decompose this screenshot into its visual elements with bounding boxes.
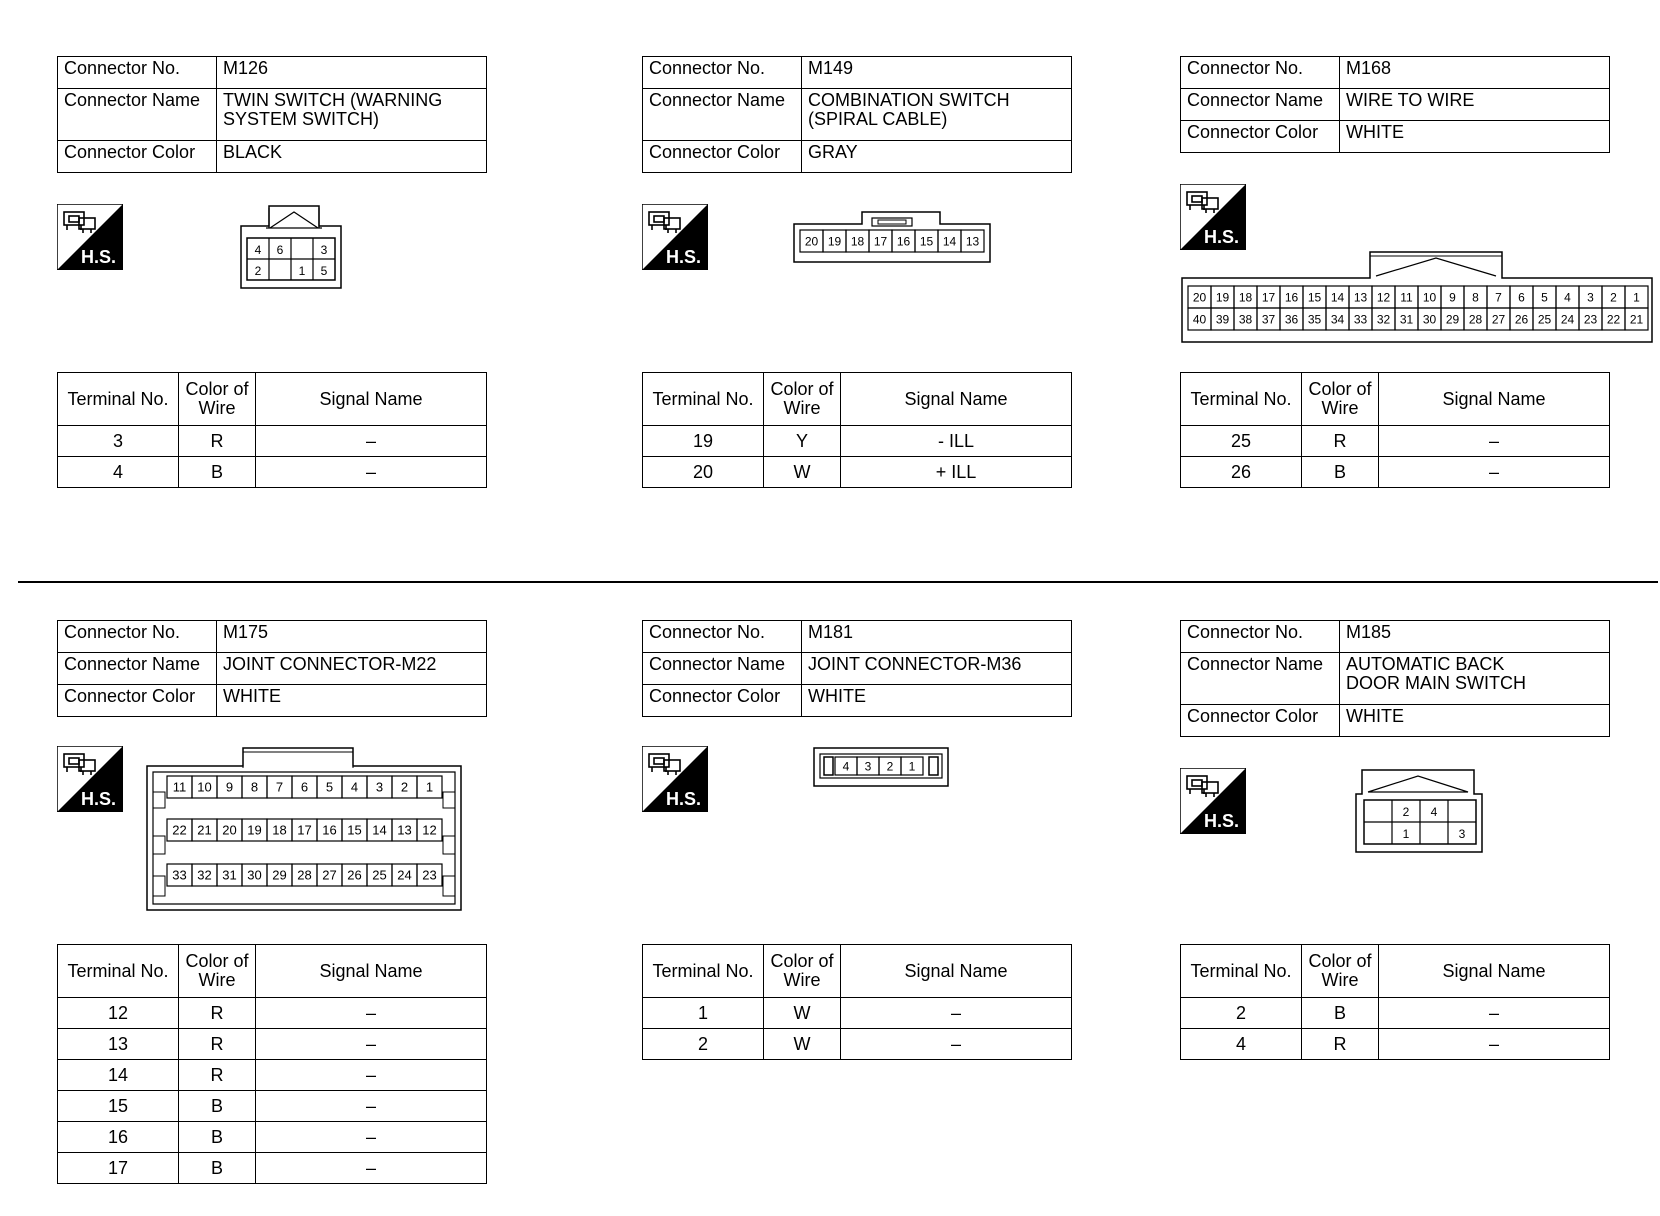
connector-info-table	[642, 620, 1072, 717]
pin-label: 12	[1376, 290, 1391, 305]
connector-no-value: M175	[217, 621, 487, 653]
connector-face-m149	[792, 204, 994, 268]
connector-no-value: M181	[802, 621, 1072, 653]
pin-label: 8	[1472, 290, 1479, 305]
pin-label: 27	[322, 867, 337, 883]
pin-label: 23	[1583, 312, 1598, 327]
svg-text:H.S.: H.S.	[1204, 227, 1240, 247]
connector-color-label: Connector Color	[643, 141, 802, 173]
connector-face-m175	[145, 746, 471, 912]
pin-label: 29	[1445, 312, 1460, 327]
pin-label: 13	[965, 234, 980, 249]
section-divider	[18, 581, 1658, 583]
connector-info-table	[642, 56, 1072, 173]
signal-name-header: Signal Name	[1379, 373, 1610, 426]
connector-face-m168	[1180, 250, 1656, 346]
pin-label: 4	[254, 243, 262, 257]
pin-label: 36	[1284, 312, 1299, 327]
pin-label: 24	[397, 867, 412, 883]
pin-label: 31	[222, 867, 237, 883]
pin-label: 33	[172, 867, 187, 883]
terminal-no-header: Terminal No.	[1181, 945, 1302, 998]
connector-color-value: WHITE	[802, 685, 1072, 717]
pin-label: 2	[1610, 290, 1617, 305]
table-row: 1 W –	[643, 998, 1072, 1029]
pin-label: 39	[1215, 312, 1230, 327]
connector-face-m126	[239, 204, 349, 292]
table-row: 4 B –	[58, 457, 487, 488]
pin-label: 3	[320, 243, 328, 257]
connector-face-m181	[812, 746, 952, 788]
pin-label: 21	[197, 822, 212, 838]
table-row: 2 B –	[1181, 998, 1610, 1029]
connector-color-label: Connector Color	[643, 685, 802, 717]
connector-info-table	[57, 620, 487, 717]
connector-no-label: Connector No.	[643, 57, 802, 89]
pin-label: 5	[320, 264, 328, 278]
pin-label: 30	[247, 867, 262, 883]
connector-info-table	[1180, 620, 1610, 737]
pin-label: 6	[1518, 290, 1525, 305]
connector-no-label: Connector No.	[1181, 621, 1340, 653]
pin-label: 6	[276, 243, 284, 257]
terminal-no-header: Terminal No.	[643, 945, 764, 998]
pin-label: 28	[297, 867, 312, 883]
table-row: 3 R –	[58, 426, 487, 457]
connector-face-m185	[1354, 768, 1486, 854]
svg-text:H.S.: H.S.	[81, 789, 117, 809]
pin-label: 16	[896, 234, 911, 249]
pin-label: 20	[1192, 290, 1207, 305]
terminal-no-header: Terminal No.	[58, 373, 179, 426]
table-row: 13 R –	[58, 1029, 487, 1060]
pin-label: 7	[1495, 290, 1502, 305]
connector-info-table	[57, 56, 487, 173]
pin-label: 35	[1307, 312, 1322, 327]
pin-label: 4	[1564, 290, 1571, 305]
connector-color-value: WHITE	[1340, 121, 1610, 153]
pin-label: 1	[298, 264, 306, 278]
connector-color-value: GRAY	[802, 141, 1072, 173]
pin-label: 13	[397, 822, 412, 838]
signal-name-header: Signal Name	[1379, 945, 1610, 998]
signal-name-header: Signal Name	[256, 945, 487, 998]
pin-label: 3	[1587, 290, 1594, 305]
pin-label: 3	[864, 759, 872, 774]
pin-label: 2	[400, 779, 409, 795]
connector-color-value: WHITE	[1340, 705, 1610, 737]
pin-label: 5	[1541, 290, 1548, 305]
pin-label: 6	[300, 779, 309, 795]
pin-label: 31	[1399, 312, 1414, 327]
terminal-table	[1180, 944, 1610, 1060]
pin-label: 17	[873, 234, 888, 249]
pin-label: 15	[347, 822, 362, 838]
pin-label: 14	[942, 234, 957, 249]
pin-label: 1	[1633, 290, 1640, 305]
connector-name-value: AUTOMATIC BACK DOOR MAIN SWITCH	[1340, 653, 1610, 705]
pin-label: 32	[1376, 312, 1391, 327]
pin-label: 18	[272, 822, 287, 838]
pin-label: 5	[325, 779, 334, 795]
pin-label: 18	[850, 234, 865, 249]
pin-label: 40	[1192, 312, 1207, 327]
table-row: 2 W –	[643, 1029, 1072, 1060]
signal-name-header: Signal Name	[256, 373, 487, 426]
connector-no-value: M149	[802, 57, 1072, 89]
harness-side-icon	[642, 204, 708, 270]
pin-label: 38	[1238, 312, 1253, 327]
terminal-table	[57, 372, 487, 488]
wire-color-header: Color of Wire	[764, 373, 841, 426]
pin-label: 30	[1422, 312, 1437, 327]
pin-label: 25	[372, 867, 387, 883]
connector-name-label: Connector Name	[1181, 89, 1340, 121]
pin-label: 4	[842, 759, 850, 774]
pin-label: 11	[172, 779, 187, 795]
connector-name-label: Connector Name	[58, 653, 217, 685]
terminal-no-header: Terminal No.	[643, 373, 764, 426]
pin-label: 18	[1238, 290, 1253, 305]
connector-no-value: M185	[1340, 621, 1610, 653]
pin-label: 3	[375, 779, 384, 795]
table-row: 16 B –	[58, 1122, 487, 1153]
pin-label: 27	[1491, 312, 1506, 327]
wire-color-header: Color of Wire	[179, 945, 256, 998]
wire-color-header: Color of Wire	[764, 945, 841, 998]
pin-label: 2	[886, 759, 894, 774]
pin-label: 26	[347, 867, 362, 883]
connector-name-value: WIRE TO WIRE	[1340, 89, 1610, 121]
svg-text:H.S.: H.S.	[666, 789, 702, 809]
pin-label: 4	[1430, 805, 1438, 819]
connector-name-value: JOINT CONNECTOR-M22	[217, 653, 487, 685]
connector-color-label: Connector Color	[58, 685, 217, 717]
pin-label: 16	[1284, 290, 1299, 305]
terminal-table	[1180, 372, 1610, 488]
signal-name-header: Signal Name	[841, 373, 1072, 426]
pin-label: 13	[1353, 290, 1368, 305]
wire-color-header: Color of Wire	[179, 373, 256, 426]
harness-side-icon	[1180, 768, 1246, 834]
svg-text:H.S.: H.S.	[1204, 811, 1240, 831]
pin-label: 2	[254, 264, 262, 278]
pin-label: 10	[1422, 290, 1437, 305]
pin-label: 17	[297, 822, 312, 838]
pin-label: 22	[1606, 312, 1621, 327]
svg-text:H.S.: H.S.	[81, 247, 117, 267]
pin-label: 23	[422, 867, 437, 883]
connector-color-label: Connector Color	[1181, 121, 1340, 153]
pin-label: 1	[1402, 827, 1410, 841]
table-row: 15 B –	[58, 1091, 487, 1122]
pin-label: 20	[222, 822, 237, 838]
connector-no-label: Connector No.	[58, 621, 217, 653]
connector-name-value: TWIN SWITCH (WARNING SYSTEM SWITCH)	[217, 89, 487, 141]
pin-label: 16	[322, 822, 337, 838]
terminal-table	[642, 944, 1072, 1060]
pin-label: 34	[1330, 312, 1345, 327]
connector-color-label: Connector Color	[1181, 705, 1340, 737]
table-row: 19 Y - ILL	[643, 426, 1072, 457]
terminal-no-header: Terminal No.	[58, 945, 179, 998]
signal-name-header: Signal Name	[841, 945, 1072, 998]
table-row: 12 R –	[58, 998, 487, 1029]
pin-label: 4	[350, 779, 359, 795]
table-row: 17 B –	[58, 1153, 487, 1184]
harness-side-icon	[57, 746, 123, 812]
harness-side-icon	[1180, 184, 1246, 250]
svg-text:H.S.: H.S.	[666, 247, 702, 267]
wire-color-header: Color of Wire	[1302, 945, 1379, 998]
pin-label: 2	[1402, 805, 1410, 819]
connector-name-label: Connector Name	[643, 89, 802, 141]
harness-side-icon	[642, 746, 708, 812]
terminal-table	[642, 372, 1072, 488]
pin-label: 28	[1468, 312, 1483, 327]
connector-no-value: M126	[217, 57, 487, 89]
table-row: 25 R –	[1181, 426, 1610, 457]
pin-label: 14	[372, 822, 387, 838]
pin-label: 1	[908, 759, 916, 774]
pin-label: 7	[275, 779, 284, 795]
connector-no-value: M168	[1340, 57, 1610, 89]
harness-side-icon	[57, 204, 123, 270]
pin-label: 15	[919, 234, 934, 249]
connector-name-value: COMBINATION SWITCH (SPIRAL CABLE)	[802, 89, 1072, 141]
connector-name-label: Connector Name	[58, 89, 217, 141]
pin-label: 19	[247, 822, 262, 838]
pin-label: 21	[1629, 312, 1644, 327]
table-row: 14 R –	[58, 1060, 487, 1091]
connector-no-label: Connector No.	[643, 621, 802, 653]
pin-label: 26	[1514, 312, 1529, 327]
table-row: 4 R –	[1181, 1029, 1610, 1060]
terminal-table	[57, 944, 487, 1184]
connector-name-label: Connector Name	[1181, 653, 1340, 705]
connector-color-label: Connector Color	[58, 141, 217, 173]
pin-label: 15	[1307, 290, 1322, 305]
connector-no-label: Connector No.	[1181, 57, 1340, 89]
pin-label: 9	[225, 779, 234, 795]
connector-name-label: Connector Name	[643, 653, 802, 685]
pin-label: 32	[197, 867, 212, 883]
pin-label: 3	[1458, 827, 1466, 841]
pin-label: 22	[172, 822, 187, 838]
pin-label: 9	[1449, 290, 1456, 305]
pin-label: 19	[1215, 290, 1230, 305]
pin-label: 1	[425, 779, 434, 795]
pin-label: 20	[804, 234, 819, 249]
connector-color-value: WHITE	[217, 685, 487, 717]
pin-label: 14	[1330, 290, 1345, 305]
pin-label: 8	[250, 779, 259, 795]
pin-label: 24	[1560, 312, 1575, 327]
pin-label: 12	[422, 822, 437, 838]
pin-label: 19	[827, 234, 842, 249]
connector-name-value: JOINT CONNECTOR-M36	[802, 653, 1072, 685]
connector-info-table	[1180, 56, 1610, 153]
pin-label: 29	[272, 867, 287, 883]
pin-label: 37	[1261, 312, 1276, 327]
terminal-no-header: Terminal No.	[1181, 373, 1302, 426]
table-row: 20 W + ILL	[643, 457, 1072, 488]
wire-color-header: Color of Wire	[1302, 373, 1379, 426]
pin-label: 33	[1353, 312, 1368, 327]
pin-label: 10	[197, 779, 212, 795]
pin-label: 17	[1261, 290, 1276, 305]
table-row: 26 B –	[1181, 457, 1610, 488]
pin-label: 25	[1537, 312, 1552, 327]
connector-color-value: BLACK	[217, 141, 487, 173]
pin-label: 11	[1400, 290, 1413, 305]
connector-no-label: Connector No.	[58, 57, 217, 89]
